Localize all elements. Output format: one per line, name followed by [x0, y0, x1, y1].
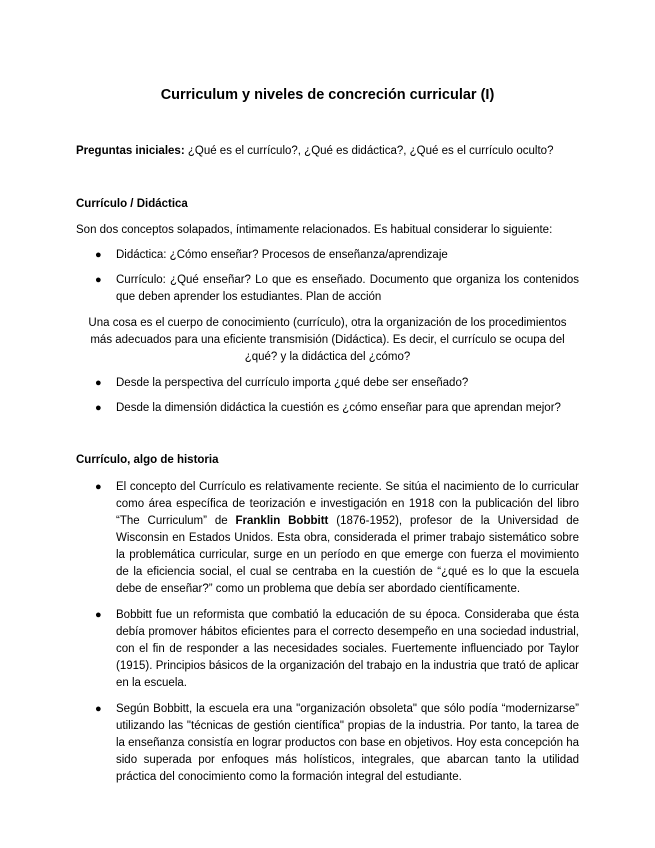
bullet-icon: ● [95, 609, 102, 621]
bullet-list [76, 247, 579, 306]
list-item: ● Currículo: ¿Qué enseñar? Lo que es enseñado. Documento que organiza los contenidos que deben aprender los estudiantes. Plan de acción [95, 274, 579, 303]
section-historia [76, 452, 579, 786]
list-item: ● Bobbitt fue un reformista que combatió la educación de su época. Consideraba que ésta debía promover hábitos eficientes para el correcto desempeño en una sociedad industrial, con el fin de responder a las necesidades sociales. Fuertemente influenciado por Taylor (1915). Principios básicos de la organización del trabajo en la industria que trató de aplicar en la escuela. [95, 609, 579, 689]
author-name: Franklin Bobbitt [235, 515, 329, 527]
section-heading: Currículo, algo de historia [76, 454, 219, 466]
list-item: ● El concepto del Currículo es relativamente reciente. Se sitúa el nacimiento de lo curricular como área específica de teorización e investigación en 1918 con la publicación del libro “The Curriculum” de Franklin Bobbitt (1876-1952), profesor de la Universidad de Wisconsin en Estados Unidos. Esta obra, considerada el primer trabajo sistemático sobre la problemática curricular, surge en un período en que emerge con fuerza el movimiento de la eficiencia social, el cual se centraba en la cuestión de “¿qué es lo que la escuela debe de enseñar?” como un problema que debía ser abordado científicamente. [95, 481, 579, 595]
bullet-list [76, 375, 579, 417]
bullet-icon: ● [95, 703, 102, 715]
bullet-icon: ● [95, 402, 102, 414]
preguntas-text: ¿Qué es el currículo?, ¿Qué es didáctica?, ¿Qué es el currículo oculto? [184, 145, 554, 157]
section-curriculo-didactica [76, 196, 579, 417]
bullet-icon: ● [95, 249, 102, 261]
list-item: ● Desde la dimensión didáctica la cuestión es ¿cómo enseñar para que aprendan mejor? [76, 400, 579, 417]
bullet-icon: ● [95, 377, 102, 389]
bullet-list [76, 479, 579, 786]
section-intro: Son dos conceptos solapados, íntimamente relacionados. Es habitual considerar lo siguiente: [76, 224, 553, 236]
list-item: ● Didáctica: ¿Cómo enseñar? Procesos de enseñanza/aprendizaje [76, 247, 579, 264]
bullet-icon: ● [95, 481, 102, 493]
list-item: ● Según Bobbitt, la escuela era una "organización obsoleta" que sólo podía “modernizarse” utilizando las "técnicas de gestión científica" propias de la industria. Por tanto, la tarea de la enseñanza consistía en lograr productos con base en objetivos. Hoy esta concepción ha sido superada por enfoques más holísticos, integrales, que abarcan tanto la utilidad práctica del conocimiento como la formación integral del estudiante. [95, 703, 579, 783]
page-title: Curriculum y niveles de concreción curricular (I) [160, 87, 495, 103]
preguntas-label: Preguntas iniciales: [76, 145, 185, 157]
bullet-icon: ● [95, 274, 102, 286]
centered-paragraph: Una cosa es el cuerpo de conocimiento (currículo), otra la organización de los procedimientos más adecuados para una eficiente transmisión (Didáctica). Es decir, el currículo se ocupa del ¿qué? y la didáctica del ¿cómo? [88, 317, 567, 363]
section-heading: Currículo / Didáctica [76, 198, 188, 210]
list-item: ● Desde la perspectiva del currículo importa ¿qué debe ser enseñado? [76, 375, 579, 392]
preguntas-iniciales [76, 143, 579, 160]
